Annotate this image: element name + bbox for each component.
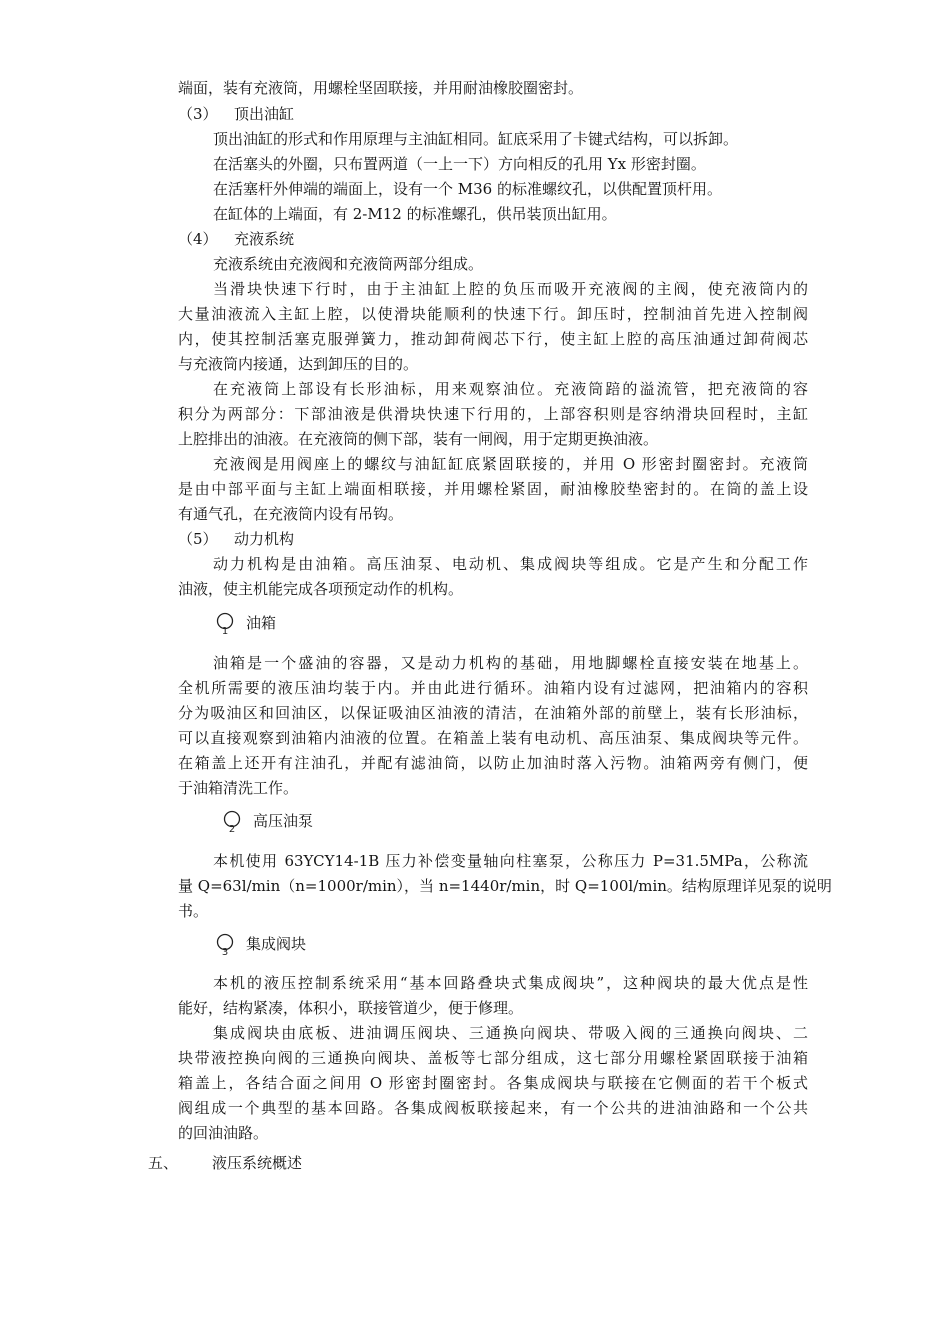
paragraph-line: 分为吸油区和回油区，以保证吸油区油液的清洁，在油箱外部的前壁上，装有长形油标， [178, 704, 808, 722]
section-title: 动力机构 [234, 530, 295, 548]
section-heading [178, 529, 808, 551]
paragraph-line: 集成阀块由底板、进油调压阀块、三通换向阀块、带吸入阀的三通换向阀块、二 [213, 1024, 808, 1042]
paragraph-line: 本机的液压控制系统采用“基本回路叠块式集成阀块”，这种阀块的最大优点是性 [213, 974, 808, 992]
paragraph-line: 大量油液流入主缸上腔，以使滑块能顺利的快速下行。卸压时，控制油首先进入控制阀 [178, 305, 808, 323]
svg-text:3: 3 [221, 947, 229, 958]
subsection-heading [214, 610, 276, 636]
subsection-heading [214, 931, 306, 957]
section-heading [178, 104, 808, 126]
subsection-title: 集成阀块 [246, 935, 307, 953]
paragraph-line: 的回油油路。 [178, 1124, 269, 1142]
numbered-circle-icon [214, 611, 238, 637]
paragraph-line: 在缸体的上端面，有 2-M12 的标准螺孔，供吊装顶出缸用。 [213, 205, 617, 223]
paragraph-line: 内，使其控制活塞克服弹簧力，推动卸荷阀芯下行，使主缸上腔的高压油通过卸荷阀芯 [178, 330, 808, 348]
paragraph-line: 在活塞头的外圈，只布置两道（一上一下）方向相反的孔用 Yx 形密封圈。 [213, 155, 706, 173]
paragraph-line: 本机使用 63YCY14-1B 压力补偿变量轴向柱塞泵，公称压力 P=31.5MPa，公称流 [213, 852, 808, 870]
svg-text:2: 2 [228, 824, 236, 835]
numbered-circle-icon [221, 809, 245, 835]
paragraph-line: 油液，使主机能完成各项预定动作的机构。 [178, 580, 464, 598]
paragraph-line: 全机所需要的液压油均装于内。并由此进行循环。油箱内设有过滤网，把油箱内的容积 [178, 679, 808, 697]
paragraph-line: 阀组成一个典型的基本回路。各集成阀板联接起来，有一个公共的进油油路和一个公共 [178, 1099, 808, 1117]
paragraph-line: 积分为两部分：下部油液是供滑块快速下行用的，上部容积则是容纳滑块回程时，主缸 [178, 405, 808, 423]
paragraph-line: 可以直接观察到油箱内油液的位置。在箱盖上装有电动机、高压油泵、集成阀块等元件。 [178, 729, 808, 747]
paragraph-line: 有通气孔，在充液筒内设有吊钩。 [178, 505, 404, 523]
section-heading [178, 229, 808, 251]
paragraph-line: 能好，结构紧凑，体积小，联接管道少，便于修理。 [178, 999, 524, 1017]
paragraph-line: 量 Q=63l/min（n=1000r/min），当 n=1440r/min，时 Q=100l/min。结构原理详见泵的说明 [178, 877, 832, 895]
section-title: 充液系统 [234, 230, 295, 248]
paragraph-line: 上腔排出的油液。在充液筒的侧下部，装有一闸阀，用于定期更换油液。 [178, 430, 659, 448]
paragraph-line: 是由中部平面与主缸上端面相联接，并用螺栓紧固，耐油橡胶垫密封的。在筒的盖上设 [178, 480, 808, 498]
chapter-title: 液压系统概述 [212, 1154, 303, 1172]
subsection-title: 油箱 [246, 614, 277, 632]
paragraph-line: 油箱是一个盛油的容器，又是动力机构的基础，用地脚螺栓直接安装在地基上。 [213, 654, 808, 672]
subsection-heading [221, 808, 313, 834]
numbered-circle-icon [214, 932, 238, 958]
section-number: （5） [178, 530, 218, 548]
section-number: （3） [178, 105, 218, 123]
paragraph-line: 顶出油缸的形式和作用原理与主油缸相同。缸底采用了卡键式结构，可以拆卸。 [213, 130, 739, 148]
section-number: （4） [178, 230, 218, 248]
paragraph-line: 块带液控换向阀的三通换向阀块、盖板等七部分组成，这七部分用螺栓紧固联接于油箱 [178, 1049, 808, 1067]
paragraph-line: 与充液筒内接通，达到卸压的目的。 [178, 355, 419, 373]
paragraph-line: 动力机构是由油箱。高压油泵、电动机、集成阀块等组成。它是产生和分配工作 [213, 555, 808, 573]
paragraph-line: 在箱盖上还开有注油孔，并配有滤油筒，以防止加油时落入污物。油箱两旁有侧门，便 [178, 754, 808, 772]
paragraph-line: 书。 [178, 902, 209, 920]
paragraph-line: 充液系统由充液阀和充液筒两部分组成。 [213, 255, 484, 273]
svg-text:1: 1 [221, 626, 229, 637]
chapter-heading [148, 1152, 302, 1174]
paragraph-line: 在充液筒上部设有长形油标，用来观察油位。充液筒踣的溢流管，把充液筒的容 [213, 380, 808, 398]
paragraph-line: 于油箱清洗工作。 [178, 779, 299, 797]
subsection-title: 高压油泵 [253, 812, 314, 830]
paragraph-line: 箱盖上，各结合面之间用 O 形密封圈密封。各集成阀块与联接在它侧面的若干个板式 [178, 1074, 808, 1092]
paragraph-line: 当滑块快速下行时，由于主油缸上腔的负压而吸开充液阀的主阀，使充液筒内的 [213, 280, 808, 298]
paragraph-line: 充液阀是用阀座上的螺纹与油缸缸底紧固联接的，并用 O 形密封圈密封。充液筒 [213, 455, 808, 473]
section-title: 顶出油缸 [234, 105, 295, 123]
paragraph-line: 端面，装有充液筒，用螺栓坚固联接，并用耐油橡胶圈密封。 [178, 79, 584, 97]
chapter-number: 五、 [148, 1154, 179, 1172]
paragraph-line: 在活塞杆外伸端的端面上，设有一个 M36 的标准螺纹孔，以供配置顶杆用。 [213, 180, 722, 198]
